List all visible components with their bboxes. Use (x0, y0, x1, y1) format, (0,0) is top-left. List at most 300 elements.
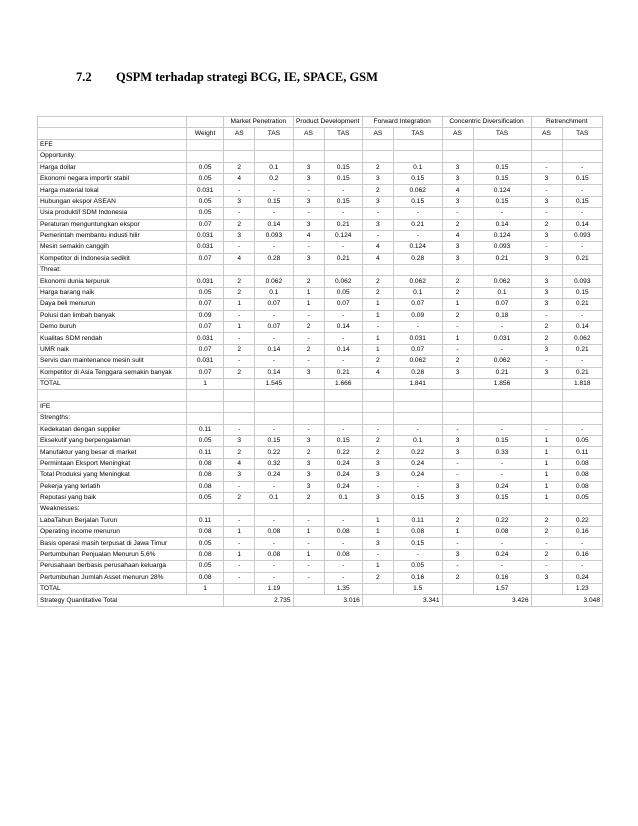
factor-label: Kompetitor di Indonesia sedikit (38, 253, 187, 264)
tas-value: 0.16 (562, 549, 602, 560)
table-row (38, 527, 603, 538)
weight-value: 0.08 (186, 470, 223, 481)
as-value: 3 (531, 173, 562, 184)
tas-value: 0.1 (393, 435, 442, 446)
tas-value: - (562, 538, 602, 549)
tas-value: - (562, 242, 602, 253)
factor-label: Daya beli menurun (38, 299, 187, 310)
as-value: 1 (442, 527, 473, 538)
strategy-header: Retrenchment (531, 117, 603, 128)
empty-cell (362, 378, 393, 389)
tas-value: - (324, 208, 362, 219)
as-value: - (362, 481, 393, 492)
tas-value: 0.07 (255, 299, 293, 310)
as-value: 3 (442, 162, 473, 173)
empty-cell (255, 151, 293, 162)
tas-value: 0.07 (393, 299, 442, 310)
group-label-row (38, 504, 603, 515)
as-value: 2 (531, 527, 562, 538)
tas-value: 0.15 (393, 196, 442, 207)
as-value: 4 (442, 230, 473, 241)
weight-value: 0.031 (186, 242, 223, 253)
as-value: - (531, 310, 562, 321)
as-value: - (531, 162, 562, 173)
tas-value: 0.33 (473, 447, 531, 458)
table-row (38, 538, 603, 549)
tas-value: - (562, 208, 602, 219)
empty-cell (393, 413, 442, 424)
group-label-row (38, 151, 603, 162)
empty-cell (293, 390, 324, 401)
tas-value: 0.22 (473, 515, 531, 526)
tas-value: 0.21 (473, 253, 531, 264)
as-value: 1 (224, 549, 255, 560)
table-row (38, 367, 603, 378)
as-value: 3 (442, 253, 473, 264)
as-value: - (362, 230, 393, 241)
as-value: 1 (224, 527, 255, 538)
tas-value: 0.07 (255, 322, 293, 333)
empty-cell (562, 151, 602, 162)
tas-value: 0.1 (255, 492, 293, 503)
as-value: 2 (362, 356, 393, 367)
empty-cell (186, 401, 223, 412)
empty-cell (186, 139, 223, 150)
tas-value: 0.22 (562, 515, 602, 526)
empty-cell (531, 139, 562, 150)
tas-value: 0.08 (562, 458, 602, 469)
as-value: 3 (442, 492, 473, 503)
table-row (38, 322, 603, 333)
factor-label: Pekerja yang terlatih (38, 481, 187, 492)
as-value: 1 (293, 549, 324, 560)
tas-value: 0.08 (255, 549, 293, 560)
tas-value: - (255, 538, 293, 549)
table-row (38, 287, 603, 298)
strategy-total-value: 3.426 (442, 595, 531, 606)
group-label: Weaknesses: (38, 504, 187, 515)
table-row (38, 424, 603, 435)
factor-label: Manufaktur yang besar di market (38, 447, 187, 458)
empty-cell (531, 151, 562, 162)
empty-cell (186, 390, 223, 401)
as-value: - (224, 572, 255, 583)
empty-cell (186, 265, 223, 276)
tas-value: 0.08 (255, 527, 293, 538)
empty-cell (362, 504, 393, 515)
table-row (38, 276, 603, 287)
empty-cell (324, 504, 362, 515)
factor-label: LabaTahun Berjalan Turun (38, 515, 187, 526)
tas-value: 0.07 (324, 299, 362, 310)
strategy-total-label: Strategy Quantitative Total (38, 595, 224, 606)
as-value: 1 (442, 333, 473, 344)
as-value: - (442, 561, 473, 572)
as-value: 1 (531, 435, 562, 446)
as-value: - (442, 424, 473, 435)
as-value: 2 (224, 367, 255, 378)
table-row (38, 230, 603, 241)
tas-value: 0.07 (473, 299, 531, 310)
weight-value: 0.07 (186, 344, 223, 355)
table-row (38, 253, 603, 264)
as-value: 2 (442, 515, 473, 526)
weight-value: 0.05 (186, 287, 223, 298)
empty-cell (324, 151, 362, 162)
tas-value: 0.062 (393, 185, 442, 196)
weight-value: 0.11 (186, 447, 223, 458)
empty-cell (224, 151, 255, 162)
tas-value: 0.32 (255, 458, 293, 469)
tas-value: 0.093 (562, 276, 602, 287)
as-value: 3 (531, 276, 562, 287)
tas-value: 0.08 (562, 481, 602, 492)
empty-cell (255, 413, 293, 424)
tas-value: 0.2 (255, 173, 293, 184)
as-value: - (442, 322, 473, 333)
as-value: 1 (442, 299, 473, 310)
column-header-row (38, 128, 603, 139)
as-value: 3 (224, 196, 255, 207)
as-value: - (293, 424, 324, 435)
empty-cell (562, 139, 602, 150)
empty-cell (442, 139, 473, 150)
empty-cell (442, 504, 473, 515)
as-value: - (531, 424, 562, 435)
empty-cell (473, 401, 531, 412)
as-value: 2 (531, 322, 562, 333)
tas-value: 0.09 (393, 310, 442, 321)
tas-value: 0.21 (393, 219, 442, 230)
tas-value: - (393, 322, 442, 333)
tas-value: - (473, 424, 531, 435)
empty-cell (362, 390, 393, 401)
tas-value: 0.05 (393, 561, 442, 572)
strategy-header: Product Development (293, 117, 362, 128)
as-header: AS (531, 128, 562, 139)
empty-cell (224, 413, 255, 424)
factor-label: Harga barang naik (38, 287, 187, 298)
as-value: - (224, 356, 255, 367)
empty-cell (473, 390, 531, 401)
empty-cell (362, 265, 393, 276)
as-value: - (293, 185, 324, 196)
tas-value: 0.28 (255, 253, 293, 264)
weight-value: 0.08 (186, 458, 223, 469)
total-row (38, 584, 603, 595)
tas-value: 0.24 (324, 481, 362, 492)
total-tas-value: 1.19 (255, 584, 293, 595)
tas-value: 0.08 (324, 527, 362, 538)
tas-value: 0.24 (393, 470, 442, 481)
tas-value: 0.1 (393, 287, 442, 298)
as-value: 3 (442, 367, 473, 378)
as-value: 1 (362, 344, 393, 355)
tas-value: 0.062 (473, 276, 531, 287)
as-value: 2 (224, 492, 255, 503)
empty-cell (186, 151, 223, 162)
as-value: - (293, 242, 324, 253)
table-row (38, 572, 603, 583)
as-value: - (224, 515, 255, 526)
total-label: TOTAL (38, 378, 187, 389)
tas-value: 0.24 (473, 481, 531, 492)
empty-cell (473, 504, 531, 515)
as-value: 3 (362, 196, 393, 207)
as-value: 3 (362, 538, 393, 549)
as-value: 2 (362, 572, 393, 583)
as-value: 4 (224, 458, 255, 469)
tas-value: - (473, 538, 531, 549)
tas-value: 0.062 (393, 276, 442, 287)
as-value: 4 (442, 185, 473, 196)
group-label: Strengths: (38, 413, 187, 424)
weight-value: 0.09 (186, 310, 223, 321)
as-value: - (531, 242, 562, 253)
tas-value: - (255, 208, 293, 219)
empty-cell (293, 265, 324, 276)
as-value: 2 (442, 356, 473, 367)
weight-value: 0.05 (186, 561, 223, 572)
total-tas-value: 1.545 (255, 378, 293, 389)
as-value: 3 (362, 219, 393, 230)
factor-label: Demo buruh (38, 322, 187, 333)
strategy-header-row (38, 117, 603, 128)
weight-value: 0.07 (186, 367, 223, 378)
tas-value: 0.093 (473, 242, 531, 253)
tas-value: 0.14 (255, 344, 293, 355)
as-value: 1 (224, 322, 255, 333)
empty-cell (393, 139, 442, 150)
tas-value: 0.24 (473, 549, 531, 560)
tas-value: - (393, 230, 442, 241)
weight-value: 0.031 (186, 185, 223, 196)
empty-cell (473, 151, 531, 162)
factor-label: Usia produktif SDM Indonesia (38, 208, 187, 219)
tas-value: 0.14 (255, 367, 293, 378)
as-value: 2 (531, 515, 562, 526)
empty-cell (531, 401, 562, 412)
as-value: 1 (293, 299, 324, 310)
factor-label: Polusi dan limbah banyak (38, 310, 187, 321)
empty-cell (362, 151, 393, 162)
as-value: 3 (531, 253, 562, 264)
weight-value: 0.11 (186, 515, 223, 526)
section-title: QSPM terhadap strategi BCG, IE, SPACE, GSM (116, 70, 378, 84)
as-value: - (224, 333, 255, 344)
table-row (38, 299, 603, 310)
table-row (38, 344, 603, 355)
empty-cell (393, 151, 442, 162)
as-value: - (293, 208, 324, 219)
tas-value: 0.24 (255, 470, 293, 481)
weight-value: 0.07 (186, 219, 223, 230)
factor-label: Kedekatan dengan supplier (38, 424, 187, 435)
weight-value: 0.05 (186, 435, 223, 446)
tas-value: - (473, 458, 531, 469)
total-tas-value: 1.818 (562, 378, 602, 389)
as-value: 4 (362, 242, 393, 253)
as-value: 3 (531, 230, 562, 241)
section-label-row (38, 139, 603, 150)
weight-value: 0.08 (186, 527, 223, 538)
tas-value: 0.24 (562, 572, 602, 583)
empty-cell (38, 390, 187, 401)
as-value: 3 (293, 367, 324, 378)
as-value: 3 (531, 299, 562, 310)
as-value: 1 (362, 333, 393, 344)
as-value: 3 (224, 435, 255, 446)
as-value: 2 (224, 219, 255, 230)
blank-row (38, 390, 603, 401)
tas-value: 0.14 (324, 344, 362, 355)
as-value: - (362, 322, 393, 333)
as-value: - (224, 185, 255, 196)
empty-cell (324, 390, 362, 401)
tas-header: TAS (473, 128, 531, 139)
tas-value: 0.21 (324, 219, 362, 230)
tas-value: - (324, 356, 362, 367)
as-value: 2 (293, 322, 324, 333)
group-label: Threat: (38, 265, 187, 276)
as-value: 1 (362, 527, 393, 538)
as-value: - (531, 538, 562, 549)
as-value: - (293, 356, 324, 367)
tas-value: 0.16 (562, 527, 602, 538)
as-value: 1 (531, 458, 562, 469)
weight-value: 0.05 (186, 492, 223, 503)
as-value: - (293, 333, 324, 344)
tas-value: 0.1 (255, 162, 293, 173)
as-value: - (224, 424, 255, 435)
table-row (38, 492, 603, 503)
as-value: - (224, 561, 255, 572)
empty-cell (224, 378, 255, 389)
factor-label: Kualitas SDM rendah (38, 333, 187, 344)
weight-value: 0.031 (186, 276, 223, 287)
weight-value: 0.031 (186, 356, 223, 367)
tas-value: 0.14 (562, 322, 602, 333)
factor-label: Pemerintah membantu industi hilir (38, 230, 187, 241)
as-value: 3 (293, 253, 324, 264)
table-row (38, 173, 603, 184)
as-value: 3 (442, 435, 473, 446)
table-row (38, 435, 603, 446)
as-value: 1 (531, 470, 562, 481)
strategy-total-value: 3.341 (362, 595, 442, 606)
as-value: 3 (531, 572, 562, 583)
tas-value: - (473, 470, 531, 481)
as-value: 2 (442, 219, 473, 230)
tas-value: 0.15 (393, 538, 442, 549)
weight-value: 0.05 (186, 538, 223, 549)
group-label-row (38, 265, 603, 276)
tas-value: 0.22 (255, 447, 293, 458)
empty-cell (362, 413, 393, 424)
empty-cell (393, 504, 442, 515)
as-value: - (531, 561, 562, 572)
empty-cell (442, 584, 473, 595)
empty-cell (473, 265, 531, 276)
as-value: - (293, 572, 324, 583)
tas-header: TAS (393, 128, 442, 139)
weight-value: 0.08 (186, 549, 223, 560)
factor-label: Operating income menurun (38, 527, 187, 538)
empty-cell (362, 584, 393, 595)
section-label: IFE (38, 401, 187, 412)
table-row (38, 549, 603, 560)
weight-value: 0.05 (186, 196, 223, 207)
strategy-total-value: 2.735 (224, 595, 293, 606)
as-value: 3 (531, 344, 562, 355)
as-value: - (293, 538, 324, 549)
as-value: 2 (442, 572, 473, 583)
empty-cell (186, 413, 223, 424)
tas-value: - (393, 208, 442, 219)
tas-value: 0.1 (255, 287, 293, 298)
tas-value: 0.15 (562, 173, 602, 184)
tas-value: - (255, 561, 293, 572)
as-value: 2 (293, 492, 324, 503)
total-tas-value: 1.35 (324, 584, 362, 595)
tas-value: - (255, 515, 293, 526)
as-value: - (531, 208, 562, 219)
total-tas-value: 1.841 (393, 378, 442, 389)
section-label: EFE (38, 139, 187, 150)
empty-cell (473, 413, 531, 424)
tas-value: - (255, 310, 293, 321)
weight-value: 0.05 (186, 162, 223, 173)
tas-value: 0.08 (393, 527, 442, 538)
tas-header: TAS (562, 128, 602, 139)
strategy-header: Market Penetration (224, 117, 293, 128)
as-value: 3 (224, 230, 255, 241)
empty-cell (293, 413, 324, 424)
empty-cell (393, 265, 442, 276)
as-value: 2 (362, 447, 393, 458)
empty-cell (224, 401, 255, 412)
empty-cell (293, 378, 324, 389)
tas-value: 0.18 (473, 310, 531, 321)
tas-value: 0.15 (324, 435, 362, 446)
table-row (38, 470, 603, 481)
total-tas-value: 1.5 (393, 584, 442, 595)
as-value: 2 (442, 310, 473, 321)
as-value: 4 (224, 173, 255, 184)
weight-value: 0.08 (186, 481, 223, 492)
as-header: AS (224, 128, 255, 139)
factor-label: Perusahaan berbasis perusahaan keluarga (38, 561, 187, 572)
tas-value: 0.24 (393, 458, 442, 469)
as-value: 3 (293, 435, 324, 446)
factor-label: Harga dollar (38, 162, 187, 173)
strategy-total-value: 3.016 (293, 595, 362, 606)
factor-label: Reputasi yang baik (38, 492, 187, 503)
tas-value: 0.08 (324, 549, 362, 560)
empty-cell (255, 401, 293, 412)
empty-cell (531, 390, 562, 401)
tas-value: - (562, 310, 602, 321)
factor-label: Peraturan menguntungkan ekspor (38, 219, 187, 230)
as-value: 3 (224, 470, 255, 481)
total-weight: 1 (186, 378, 223, 389)
tas-value: - (324, 538, 362, 549)
factor-label: Ekonomi dunia terpuruk (38, 276, 187, 287)
factor-label: Harga material lokal (38, 185, 187, 196)
weight-value: 0.05 (186, 173, 223, 184)
as-value: 2 (224, 287, 255, 298)
table-row (38, 515, 603, 526)
